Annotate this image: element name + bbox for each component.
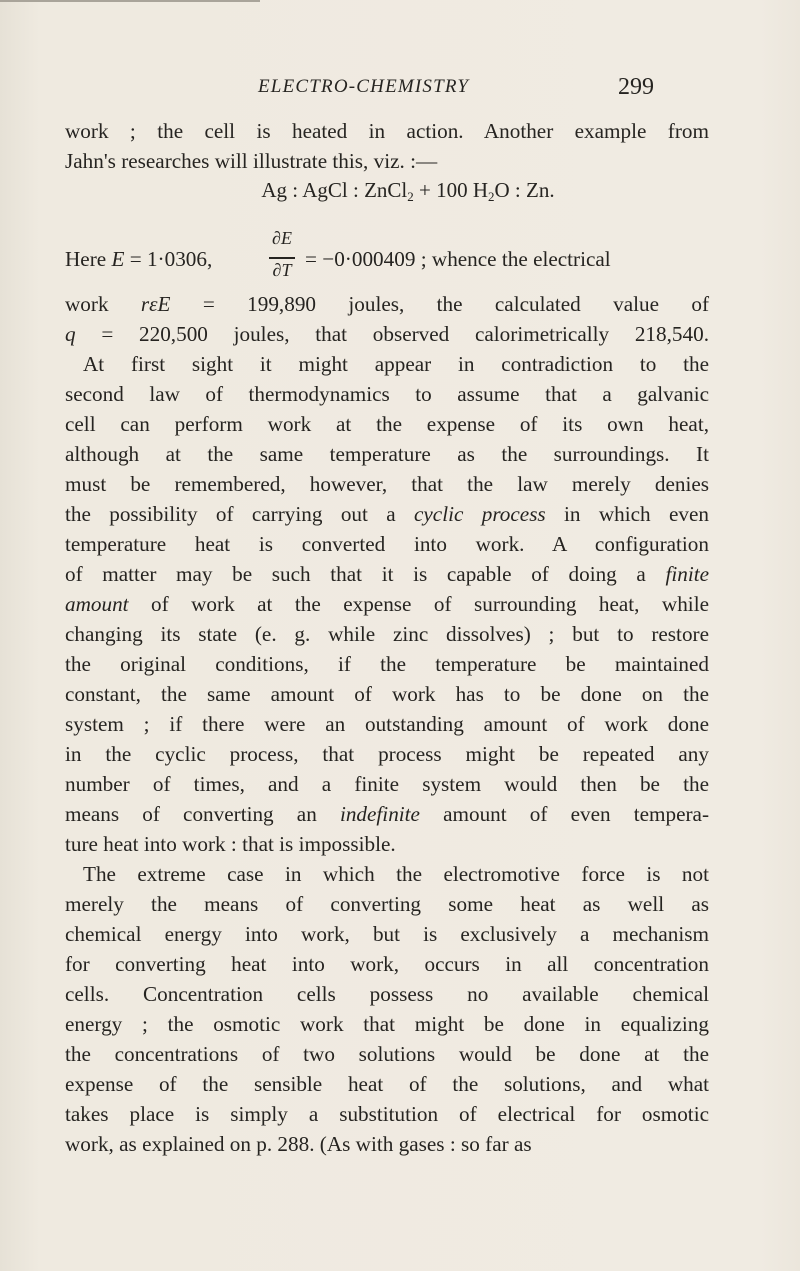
intro-paragraph	[65, 116, 709, 176]
body-text	[65, 289, 709, 1159]
text-line: means of converting an indefinite amount of even tempera-	[65, 802, 709, 826]
text-line: q = 220,500 joules, that observed calorimetrically 218,540.	[65, 322, 709, 346]
emf-equation	[65, 228, 709, 288]
text-line: the possibility of carrying out a cyclic process in which even	[65, 502, 709, 526]
text-line: amount of work at the expense of surrounding heat, while	[65, 592, 709, 616]
text-line: work, as explained on p. 288. (As with gases : so far as	[65, 1132, 532, 1156]
text-line: ture heat into work : that is impossible.	[65, 832, 396, 856]
text-line: the concentrations of two solutions would be done at the	[65, 1042, 709, 1066]
text-line: chemical energy into work, but is exclusively a mechanism	[65, 922, 709, 946]
text-line: temperature heat is converted into work. A configuration	[65, 532, 709, 556]
formula-part: Ag : AgCl : ZnCl	[261, 178, 408, 202]
formula-part: + 100 H	[413, 178, 489, 202]
text-line: constant, the same amount of work has to be done on the	[65, 682, 709, 706]
text-line: At first sight it might appear in contradiction to the	[83, 352, 709, 376]
page-number: 299	[618, 74, 654, 100]
text-line: cells. Concentration cells possess no available chemical	[65, 982, 709, 1006]
text-line: although at the same temperature as the surroundings. It	[65, 442, 709, 466]
text-line: takes place is simply a substitution of electrical for osmotic	[65, 1102, 709, 1126]
running-title: ELECTRO-CHEMISTRY	[258, 76, 470, 97]
text-line: merely the means of converting some heat as well as	[65, 892, 709, 916]
text-line: energy ; the osmotic work that might be done in equalizing	[65, 1012, 709, 1036]
text-line: work rεE = 199,890 joules, the calculated value of	[65, 292, 710, 316]
formula-subscript: 2	[407, 189, 414, 204]
text-line: Jahn's researches will illustrate this, viz. :—	[65, 149, 438, 173]
cell-formula	[0, 178, 800, 203]
formula-part: O : Zn.	[494, 178, 555, 202]
text-line: changing its state (e. g. while zinc dissolves) ; but to restore	[65, 622, 709, 646]
text-line: must be remembered, however, that the law merely denies	[65, 472, 709, 496]
text-line: in the cyclic process, that process might be repeated any	[65, 742, 709, 766]
text-line: for converting heat into work, occurs in all concentration	[65, 952, 709, 976]
fraction-numerator: ∂E	[272, 228, 292, 248]
fraction-denominator: ∂T	[272, 260, 292, 280]
equation-right: = −0·000409 ; whence the electrical	[305, 247, 611, 271]
formula-subscript: 2	[488, 189, 495, 204]
text-line: expense of the sensible heat of the solutions, and what	[65, 1072, 709, 1096]
text-line: cell can perform work at the expense of its own heat,	[65, 412, 709, 436]
fraction-bar	[269, 257, 295, 259]
page-edge-line	[0, 0, 260, 2]
text-line: second law of thermodynamics to assume that a galvanic	[65, 382, 709, 406]
text-line: of matter may be such that it is capable of doing a finite	[65, 562, 709, 586]
text-line: the original conditions, if the temperature be maintained	[65, 652, 709, 676]
page-header	[0, 76, 800, 108]
text-line: number of times, and a finite system would then be the	[65, 772, 709, 796]
text-line: The extreme case in which the electromotive force is not	[83, 862, 709, 886]
text-line: work ; the cell is heated in action. Another example from	[65, 119, 709, 143]
equation-left: Here E = 1·0306,	[65, 247, 213, 271]
text-line: system ; if there were an outstanding amount of work done	[65, 712, 709, 736]
